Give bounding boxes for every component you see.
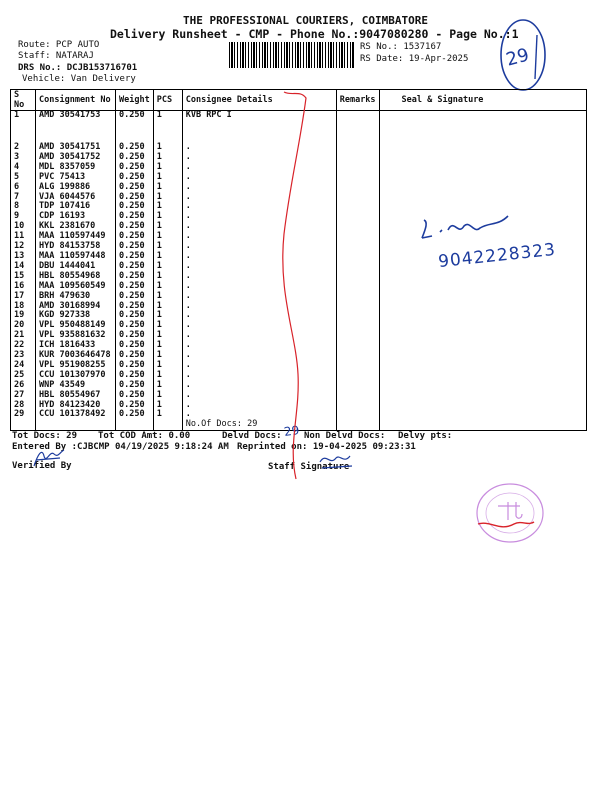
cell-remarks — [336, 321, 379, 331]
route-label: Route: PCP AUTO — [18, 40, 100, 50]
staff-signature — [316, 448, 356, 472]
vehicle-label: Vehicle: Van Delivery — [22, 74, 136, 84]
cell-weight: 0.250 — [116, 361, 154, 371]
red-pen-stroke — [270, 84, 330, 484]
cell-weight: 0.250 — [116, 262, 154, 272]
cell-consignee: . — [182, 212, 336, 222]
cell-weight: 0.250 — [116, 232, 154, 242]
total-docs: Tot Docs: 29 — [12, 431, 78, 441]
cell-weight: 0.250 — [116, 183, 154, 193]
cell-pcs: 1 — [153, 272, 182, 282]
cell-consignment: CDP 16193 — [36, 212, 116, 222]
delivery-points-label: Delvy pts: — [398, 431, 453, 441]
cell-consignment: CCU 101378492 — [36, 410, 116, 420]
cell-remarks — [336, 173, 379, 183]
cell-consignee: . — [182, 391, 336, 401]
cell-consignment: ALG 199886 — [36, 183, 116, 193]
cell-pcs: 1 — [153, 163, 182, 173]
cell-weight: 0.250 — [116, 351, 154, 361]
cell-seal — [379, 361, 586, 371]
cell-pcs: 1 — [153, 212, 182, 222]
cell-remarks — [336, 262, 379, 272]
verifier-signature — [30, 444, 66, 470]
cell-sno: 24 — [11, 361, 36, 371]
cell-sno: 12 — [11, 242, 36, 252]
cell-seal — [379, 173, 586, 183]
cell-empty — [379, 420, 586, 430]
cell-remarks — [336, 212, 379, 222]
cell-seal — [379, 282, 586, 292]
cell-remarks — [336, 163, 379, 173]
cell-consignee: . — [182, 193, 336, 203]
cell-sno: 14 — [11, 262, 36, 272]
cell-consignment: KGD 927338 — [36, 311, 116, 321]
cell-weight: 0.250 — [116, 331, 154, 341]
cell-weight: 0.250 — [116, 321, 154, 331]
cell-consignment: MAA 110597448 — [36, 252, 116, 262]
cell-remarks — [336, 341, 379, 351]
cell-weight: 0.250 — [116, 282, 154, 292]
cell-pcs: 1 — [153, 153, 182, 163]
circled-note-annotation — [498, 17, 548, 93]
cell-consignment: BRH 479630 — [36, 292, 116, 302]
cell-seal — [379, 351, 586, 361]
cell-weight: 0.250 — [116, 341, 154, 351]
cell-pcs: 1 — [153, 143, 182, 153]
cell-sno: 8 — [11, 202, 36, 212]
cell-sno: 29 — [11, 410, 36, 420]
cell-sno: 26 — [11, 381, 36, 391]
cell-remarks — [336, 401, 379, 411]
cell-seal — [379, 401, 586, 411]
cell-pcs: 1 — [153, 361, 182, 371]
cell-consignment: MAA 110597449 — [36, 232, 116, 242]
cell-consignee: . — [182, 321, 336, 331]
cell-remarks — [336, 111, 379, 144]
drs-number: DRS No.: DCJB153716701 — [18, 63, 138, 73]
cell-sno: 4 — [11, 163, 36, 173]
cell-sno: 7 — [11, 193, 36, 203]
cell-sno: 6 — [11, 183, 36, 193]
cell-pcs: 1 — [153, 222, 182, 232]
cell-pcs: 1 — [153, 193, 182, 203]
cell-remarks — [336, 371, 379, 381]
cell-seal — [379, 371, 586, 381]
col-header-weight: Weight — [116, 90, 154, 111]
cell-seal — [379, 341, 586, 351]
cell-remarks — [336, 202, 379, 212]
receiver-phone-number: 9042228323 — [437, 239, 557, 273]
cell-seal — [379, 111, 586, 144]
cell-consignee: . — [182, 242, 336, 252]
verified-by-label: Verified By — [12, 461, 72, 471]
cell-pcs: 1 — [153, 252, 182, 262]
barcode — [229, 42, 355, 68]
entered-by: Entered By :CJBCMP 04/19/2025 9:18:24 AM — [12, 442, 229, 452]
rs-number: RS No.: 1537167 — [360, 42, 442, 52]
cell-consignee: . — [182, 381, 336, 391]
cell-empty — [36, 420, 116, 430]
cell-consignee: . — [182, 351, 336, 361]
cell-consignee: KVB RPC I — [182, 111, 336, 144]
cell-pcs: 1 — [153, 232, 182, 242]
cell-seal — [379, 391, 586, 401]
cell-remarks — [336, 391, 379, 401]
cell-remarks — [336, 351, 379, 361]
cell-weight: 0.250 — [116, 371, 154, 381]
cell-remarks — [336, 410, 379, 420]
col-header-pcs: PCS — [153, 90, 182, 111]
col-header-remarks: Remarks — [336, 90, 379, 111]
cell-consignee: . — [182, 331, 336, 341]
office-stamp — [470, 480, 550, 550]
cell-consignment: MAA 109560549 — [36, 282, 116, 292]
cell-consignee: . — [182, 410, 336, 420]
non-delivered-docs-label: Non Delvd Docs: — [304, 431, 386, 441]
cell-consignment: VPL 935881632 — [36, 331, 116, 341]
cell-pcs: 1 — [153, 371, 182, 381]
cell-seal — [379, 163, 586, 173]
cell-consignment: ICH 1816433 — [36, 341, 116, 351]
cell-consignee: . — [182, 302, 336, 312]
cell-sno: 10 — [11, 222, 36, 232]
cell-consignment: AMD 30541752 — [36, 153, 116, 163]
cell-sno: 3 — [11, 153, 36, 163]
cell-consignment: HBL 80554967 — [36, 391, 116, 401]
reprinted-on: Reprinted on: 19-04-2025 09:23:31 — [237, 442, 416, 452]
col-header-consignment: Consignment No — [36, 90, 116, 111]
cell-consignee: . — [182, 153, 336, 163]
cell-consignment: VPL 951908255 — [36, 361, 116, 371]
circled-note-text: 29 — [503, 44, 532, 71]
cell-weight: 0.250 — [116, 193, 154, 203]
cell-sno: 20 — [11, 321, 36, 331]
cell-consignee: . — [182, 262, 336, 272]
cell-remarks — [336, 311, 379, 321]
cell-remarks — [336, 232, 379, 242]
cell-remarks — [336, 222, 379, 232]
cell-remarks — [336, 292, 379, 302]
cell-weight: 0.250 — [116, 163, 154, 173]
cell-seal — [379, 153, 586, 163]
cell-sno: 13 — [11, 252, 36, 262]
cell-consignee: . — [182, 163, 336, 173]
cell-consignee: . — [182, 232, 336, 242]
rs-date: RS Date: 19-Apr-2025 — [360, 54, 469, 64]
runsheet-title: Delivery Runsheet - CMP - Phone No.:9047080280 - Page No.:1 — [110, 27, 519, 41]
cell-pcs: 1 — [153, 202, 182, 212]
delivered-docs-count: 29 — [283, 423, 301, 439]
cell-sno: 15 — [11, 272, 36, 282]
cell-weight: 0.250 — [116, 292, 154, 302]
cell-weight: 0.250 — [116, 410, 154, 420]
col-header-sno: S No — [11, 90, 36, 111]
receiver-signature — [414, 200, 534, 250]
cell-consignee: . — [182, 202, 336, 212]
cell-sno: 17 — [11, 292, 36, 302]
cell-pcs: 1 — [153, 311, 182, 321]
cell-weight: 0.250 — [116, 153, 154, 163]
cell-weight: 0.250 — [116, 272, 154, 282]
cell-weight: 0.250 — [116, 311, 154, 321]
cell-remarks — [336, 361, 379, 371]
cell-pcs: 1 — [153, 183, 182, 193]
cell-weight: 0.250 — [116, 391, 154, 401]
cell-seal — [379, 381, 586, 391]
cell-pcs: 1 — [153, 302, 182, 312]
cell-sno: 9 — [11, 212, 36, 222]
col-header-seal-signature: Seal & Signature — [379, 90, 586, 111]
delivered-docs-label: Delvd Docs: — [222, 431, 282, 441]
cell-consignee: . — [182, 361, 336, 371]
cell-consignee: . — [182, 401, 336, 411]
cell-empty — [336, 420, 379, 430]
cell-pcs: 1 — [153, 242, 182, 252]
cell-remarks — [336, 183, 379, 193]
cell-seal — [379, 311, 586, 321]
cell-remarks — [336, 302, 379, 312]
company-name: THE PROFESSIONAL COURIERS, COIMBATORE — [183, 14, 429, 27]
cell-seal — [379, 183, 586, 193]
cell-sno: 25 — [11, 371, 36, 381]
cell-pcs: 1 — [153, 282, 182, 292]
cell-consignee: . — [182, 371, 336, 381]
cell-sno: 18 — [11, 302, 36, 312]
cell-consignment: HBL 80554968 — [36, 272, 116, 282]
cell-remarks — [336, 282, 379, 292]
no-of-docs: No.Of Docs: 29 — [182, 420, 336, 430]
cell-sno: 21 — [11, 331, 36, 341]
cell-sno: 23 — [11, 351, 36, 361]
total-cod-amount: Tot COD Amt: 0.00 — [98, 431, 191, 441]
cell-pcs: 1 — [153, 321, 182, 331]
cell-consignee: . — [182, 311, 336, 321]
cell-consignment: TDP 107416 — [36, 202, 116, 212]
cell-consignee: . — [182, 222, 336, 232]
cell-seal — [379, 410, 586, 420]
cell-consignment: KKL 2381670 — [36, 222, 116, 232]
cell-consignment: AMD 30541753 — [36, 111, 116, 144]
cell-weight: 0.250 — [116, 202, 154, 212]
cell-empty — [153, 420, 182, 430]
cell-consignment: HYD 84123420 — [36, 401, 116, 411]
cell-remarks — [336, 272, 379, 282]
cell-consignee: . — [182, 183, 336, 193]
cell-remarks — [336, 381, 379, 391]
cell-consignment: VPL 950488149 — [36, 321, 116, 331]
cell-pcs: 1 — [153, 401, 182, 411]
cell-consignment: KUR 7003646478 — [36, 351, 116, 361]
cell-weight: 0.250 — [116, 242, 154, 252]
cell-consignment: HYD 84153758 — [36, 242, 116, 252]
cell-empty — [116, 420, 154, 430]
cell-consignment: AMD 30168994 — [36, 302, 116, 312]
cell-consignee: . — [182, 282, 336, 292]
cell-seal — [379, 272, 586, 282]
staff-label: Staff: NATARAJ — [18, 51, 94, 61]
cell-consignee: . — [182, 292, 336, 302]
cell-pcs: 1 — [153, 391, 182, 401]
cell-remarks — [336, 193, 379, 203]
cell-seal — [379, 302, 586, 312]
cell-pcs: 1 — [153, 341, 182, 351]
cell-consignee: . — [182, 143, 336, 153]
cell-consignment: AMD 30541751 — [36, 143, 116, 153]
cell-remarks — [336, 153, 379, 163]
cell-consignment: WNP 43549 — [36, 381, 116, 391]
staff-signature-label: Staff Signature — [268, 462, 350, 472]
cell-seal — [379, 292, 586, 302]
cell-pcs: 1 — [153, 381, 182, 391]
cell-sno: 1 — [11, 111, 36, 144]
cell-seal — [379, 143, 586, 153]
cell-seal — [379, 331, 586, 341]
cell-weight: 0.250 — [116, 212, 154, 222]
cell-empty — [11, 420, 36, 430]
cell-pcs: 1 — [153, 410, 182, 420]
cell-sno: 2 — [11, 143, 36, 153]
cell-sno: 5 — [11, 173, 36, 183]
cell-pcs: 1 — [153, 111, 182, 144]
cell-sno: 11 — [11, 232, 36, 242]
cell-consignment: CCU 101307970 — [36, 371, 116, 381]
cell-consignee: . — [182, 252, 336, 262]
cell-consignment: VJA 6044576 — [36, 193, 116, 203]
cell-pcs: 1 — [153, 331, 182, 341]
cell-sno: 22 — [11, 341, 36, 351]
cell-pcs: 1 — [153, 292, 182, 302]
col-header-consignee: Consignee Details — [182, 90, 336, 111]
cell-sno: 19 — [11, 311, 36, 321]
cell-weight: 0.250 — [116, 111, 154, 144]
cell-sno: 28 — [11, 401, 36, 411]
cell-remarks — [336, 331, 379, 341]
cell-consignee: . — [182, 341, 336, 351]
cell-consignment: DBU 1444041 — [36, 262, 116, 272]
cell-consignee: . — [182, 272, 336, 282]
cell-remarks — [336, 252, 379, 262]
cell-weight: 0.250 — [116, 401, 154, 411]
cell-weight: 0.250 — [116, 143, 154, 153]
cell-weight: 0.250 — [116, 381, 154, 391]
cell-consignee: . — [182, 173, 336, 183]
cell-sno: 27 — [11, 391, 36, 401]
cell-weight: 0.250 — [116, 302, 154, 312]
cell-consignment: MDL 8357059 — [36, 163, 116, 173]
cell-weight: 0.250 — [116, 173, 154, 183]
cell-pcs: 1 — [153, 351, 182, 361]
cell-sno: 16 — [11, 282, 36, 292]
cell-remarks — [336, 143, 379, 153]
cell-pcs: 1 — [153, 173, 182, 183]
cell-remarks — [336, 242, 379, 252]
cell-pcs: 1 — [153, 262, 182, 272]
cell-consignment: PVC 75413 — [36, 173, 116, 183]
cell-weight: 0.250 — [116, 222, 154, 232]
cell-seal — [379, 321, 586, 331]
cell-weight: 0.250 — [116, 252, 154, 262]
